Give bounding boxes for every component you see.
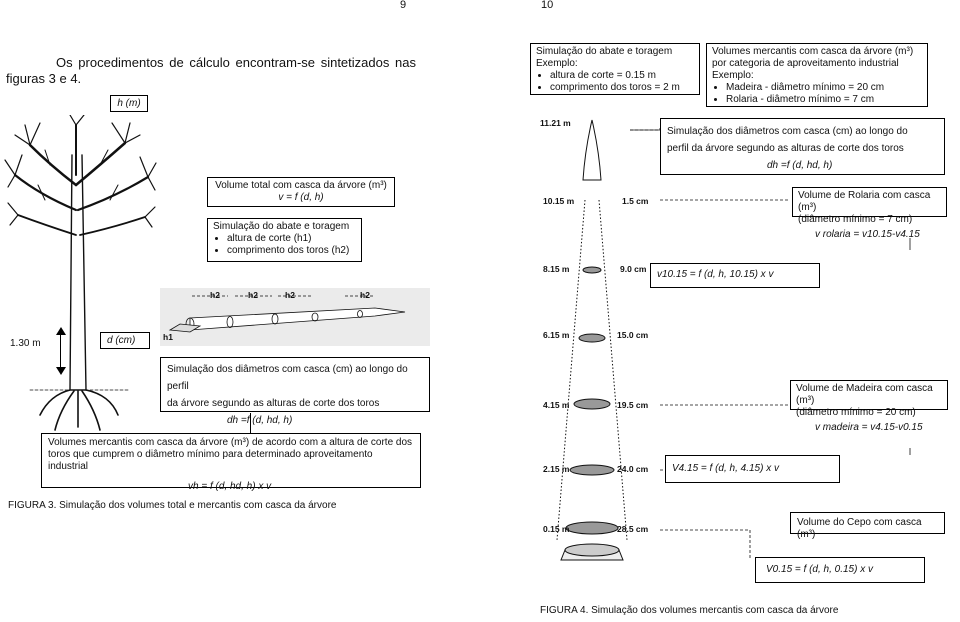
rolaria-line1: Volume de Rolaria com casca (m³) xyxy=(798,190,931,213)
arrow-heads-icon xyxy=(54,327,68,375)
log-h2-label: h2 xyxy=(360,290,370,300)
fig4-diameter-line2: perfil da árvore segundo as alturas de corte dos toros xyxy=(667,143,904,154)
fig4-category-subtitle: Exemplo: xyxy=(712,70,754,81)
figure-3 xyxy=(0,95,440,495)
stem-height-label: 2.15 m xyxy=(543,464,570,474)
fig4-diameter-formula: dh =f (d, hd, h) xyxy=(767,160,833,171)
felling-item: • comprimento dos toros (h2) xyxy=(227,245,356,257)
madeira-line2: (diâmetro mínimo = 20 cm) xyxy=(796,407,916,418)
madeira-line1: Volume de Madeira com casca (m³) xyxy=(796,383,933,406)
stem-diameter-label: 9.0 cm xyxy=(620,264,647,274)
stem-height-label: 6.15 m xyxy=(543,330,570,340)
tree-illustration xyxy=(0,115,160,435)
log-h2-label: h2 xyxy=(285,290,295,300)
stem-height-label: 4.15 m xyxy=(543,400,570,410)
merc-formula: vh = f (d, hd, h) x v xyxy=(188,481,272,492)
fig4-category-box xyxy=(706,43,928,107)
stem-diameter-label: 28.5 cm xyxy=(617,524,649,534)
stem-height-label: 0.15 m xyxy=(543,524,570,534)
stem-height-label: 10.15 m xyxy=(543,196,575,206)
fig4-category-item: • Madeira - diâmetro mínimo = 20 cm xyxy=(726,82,922,94)
total-volume-box xyxy=(207,177,395,207)
merc-line1: Volumes mercantis com casca da árvore (m³) de acordo com a altura de corte dos xyxy=(48,437,413,448)
stem-height-label: 11.21 m xyxy=(540,118,571,128)
stem-height-label: 8.15 m xyxy=(543,264,570,274)
h-label-box: h (m) xyxy=(110,95,148,112)
felling-title: Simulação do abate e toragem xyxy=(213,221,350,232)
madeira-volume-box xyxy=(790,380,948,418)
merc-line2: toros que cumprem o diâmetro mínimo para determinado aproveitamento industrial xyxy=(48,449,373,472)
log-h2-label: h2 xyxy=(248,290,258,300)
fig4-diameter-line1: Simulação dos diâmetros com casca (cm) ao longo do xyxy=(667,126,908,137)
stem-diameter-label: 15.0 cm xyxy=(617,330,649,340)
diameter-sim-formula: dh =f (d, hd, h) xyxy=(227,415,293,426)
fig4-felling-item: • altura de corte = 0.15 m xyxy=(550,70,694,82)
felling-simulation-box xyxy=(207,218,362,262)
madeira-formula: v madeira = v4.15-v0.15 xyxy=(815,422,923,433)
diameter-simulation-box xyxy=(160,357,430,426)
rolaria-formula: v rolaria = v10.15-v4.15 xyxy=(815,229,920,240)
figure-4-caption: FIGURA 4. Simulação dos volumes mercantis com casca da árvore xyxy=(540,605,839,616)
diameter-sim-line2: da árvore segundo as alturas de corte dos toros xyxy=(167,398,380,409)
fig4-category-line2: por categoria de aproveitamento industrial xyxy=(712,58,899,69)
v1015-box: v10.15 = f (d, h, 10.15) x v xyxy=(650,263,820,288)
intro-paragraph: Os procedimentos de cálculo encontram-se sintetizados nas figuras 3 e 4. xyxy=(6,55,416,86)
height-130-label: 1.30 m xyxy=(10,338,41,349)
diameter-label-box: d (cm) xyxy=(100,332,150,349)
rolaria-volume-box xyxy=(792,187,947,225)
rolaria-line2: (diâmetro mínimo = 7 cm) xyxy=(798,214,913,225)
figure-3-caption: FIGURA 3. Simulação dos volumes total e mercantis com casca da árvore xyxy=(8,500,337,511)
fig4-felling-subtitle: Exemplo: xyxy=(536,58,578,69)
v015-box: V0.15 = f (d, h, 0.15) x v xyxy=(755,557,925,583)
total-volume-formula: v = f (d, h) xyxy=(278,192,324,203)
fig4-felling-title: Simulação do abate e toragem xyxy=(536,46,673,57)
v415-box: V4.15 = f (d, h, 4.15) x v xyxy=(665,455,840,483)
log-h2-label: h2 xyxy=(210,290,220,300)
fig4-category-line1: Volumes mercantis com casca da árvore (m³) xyxy=(712,46,914,57)
felling-item: • altura de corte (h1) xyxy=(227,233,356,245)
total-volume-label: Volume total com casca da árvore (m³) xyxy=(215,180,387,191)
fig4-diameter-box xyxy=(660,118,945,175)
flow-arrow xyxy=(250,413,251,433)
fig4-felling-box xyxy=(530,43,700,95)
merchantable-volume-box xyxy=(41,433,421,492)
diameter-sim-line1: Simulação dos diâmetros com casca (cm) ao longo do perfil xyxy=(167,364,408,392)
stem-diameter-label: 1.5 cm xyxy=(622,196,649,206)
fig4-felling-item: • comprimento dos toros = 2 m xyxy=(550,82,694,94)
cepo-volume-box: Volume do Cepo com casca (m³) xyxy=(790,512,945,534)
fig4-category-item: • Rolaria - diâmetro mínimo = 7 cm xyxy=(726,94,922,106)
stem-diameter-label: 24.0 cm xyxy=(617,464,649,474)
log-sections-diagram xyxy=(160,288,430,348)
page-number-left: 9 xyxy=(400,0,407,11)
stem-diameter-label: 19.5 cm xyxy=(617,400,649,410)
log-h1-label: h1 xyxy=(163,332,173,342)
page-number-right: 10 xyxy=(541,0,554,11)
